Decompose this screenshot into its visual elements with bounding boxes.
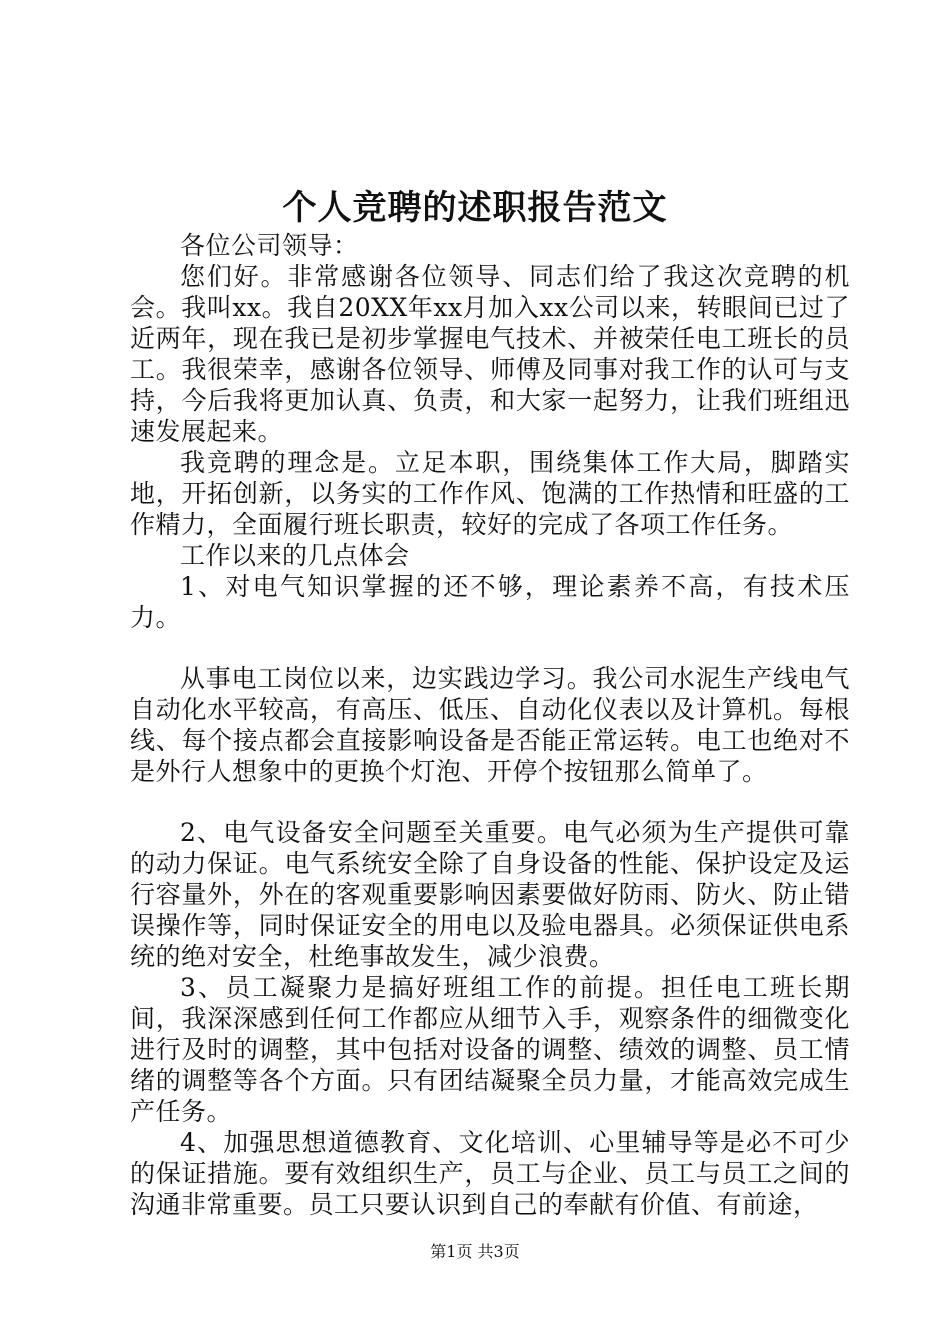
paragraph-practice: 从事电工岗位以来，边实践边学习。我公司水泥生产线电气自动化水平较高，有高压、低压、自动化仪表以及计算机。每根线、每个接点都会直接影响设备是否能正常运转。电工也绝对不是外行人想象中的更换个灯泡、开停个按钮那么简单了。: [130, 664, 850, 786]
page-footer: 第1页 共3页: [430, 1242, 520, 1261]
spacer: [130, 787, 850, 817]
document-body: [130, 230, 850, 1220]
point-1-heading: 1、对电气知识掌握的还不够，理论素养不高，有技术压力。: [130, 572, 850, 632]
spacer: [130, 633, 850, 663]
point-2: 2、电气设备安全问题至关重要。电气必须为生产提供可靠的动力保证。电气系统安全除了自身设备的性能、保护设定及运行容量外，外在的客观重要影响因素要做好防雨、防火、防止错误操作等，同时保证安全的用电以及验电器具。必须保证供电系统的绝对安全，杜绝事故发生，减少浪费。: [130, 818, 850, 971]
paragraph-philosophy: 我竞聘的理念是。立足本职，围绕集体工作大局，脚踏实地，开拓创新，以务实的工作作风、饱满的工作热情和旺盛的工作精力，全面履行班长职责，较好的完成了各项工作任务。: [130, 448, 850, 539]
salutation: 各位公司领导：: [180, 231, 359, 260]
document-title: 个人竞聘的述职报告范文: [282, 188, 668, 228]
paragraph-greeting: 您们好。非常感谢各位领导、同志们给了我这次竞聘的机会。我叫xx。我自20XX年xx月加入xx公司以来，转眼间已过了近两年，现在我已是初步掌握电气技术、并被荣任电工班长的员工。我很荣幸，感谢各位领导、师傅及同事对我工作的认可与支持，今后我将更加认真、负责，和大家一起努力，让我们班组迅速发展起来。: [130, 262, 850, 446]
point-3: 3、员工凝聚力是搞好班组工作的前提。担任电工班长期间，我深深感到任何工作都应从细节入手，观察条件的细微变化进行及时的调整，其中包括对设备的调整、绩效的调整、员工情绪的调整等各个方面。只有团结凝聚全员力量，才能高效完成生产任务。: [130, 973, 850, 1126]
section-heading: 工作以来的几点体会: [180, 541, 410, 570]
point-4: 4、加强思想道德教育、文化培训、心里辅导等是必不可少的保证措施。要有效组织生产，员工与企业、员工与员工之间的沟通非常重要。员工只要认识到自己的奉献有价值、有前途，: [130, 1128, 850, 1219]
